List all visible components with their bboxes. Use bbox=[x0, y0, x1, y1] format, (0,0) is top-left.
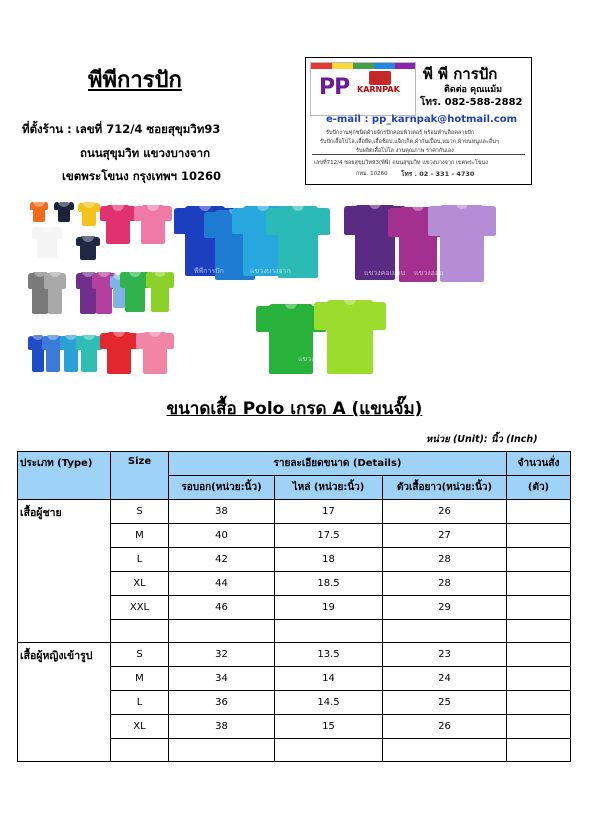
empty-cell bbox=[169, 620, 275, 643]
shoulder-cell: 17 bbox=[275, 500, 383, 524]
card-divider bbox=[312, 154, 525, 155]
chest-cell: 38 bbox=[169, 715, 275, 739]
chest-cell: 46 bbox=[169, 596, 275, 620]
shirt-body bbox=[48, 272, 62, 314]
size-table-title: ขนาดเสื้อ Polo เกรด A (แขนจั๊ม) bbox=[166, 399, 423, 419]
chest-cell: 38 bbox=[169, 500, 275, 524]
shirt-body bbox=[440, 205, 484, 282]
length-cell: 28 bbox=[383, 548, 507, 572]
size-cell: XL bbox=[111, 715, 169, 739]
shop-title: พีพีการปัก bbox=[88, 68, 182, 93]
logo-stripe bbox=[395, 63, 415, 69]
header-details: รายละเอียดขนาด (Details) bbox=[169, 452, 507, 476]
length-cell: 25 bbox=[383, 691, 507, 715]
shoulder-cell: 15 bbox=[275, 715, 383, 739]
shirt-body bbox=[141, 205, 165, 244]
polo-shirt bbox=[54, 200, 74, 222]
shoulder-cell: 14.5 bbox=[275, 691, 383, 715]
empty-cell bbox=[111, 620, 169, 643]
header-size: Size bbox=[111, 452, 169, 500]
shoulder-cell: 19 bbox=[275, 596, 383, 620]
qty-input-cell[interactable] bbox=[507, 500, 571, 524]
shirt-body bbox=[46, 335, 60, 372]
polo-shirt bbox=[78, 200, 100, 226]
polo-shirt bbox=[100, 328, 138, 374]
chest-cell: 36 bbox=[169, 691, 275, 715]
header-shoulder: ไหล่ (หน่วย:นิ้ว) bbox=[275, 476, 383, 500]
type-men: เสื้อผู้ชาย bbox=[18, 500, 111, 643]
qty-input-cell[interactable] bbox=[507, 620, 571, 643]
shoulder-cell: 17.5 bbox=[275, 524, 383, 548]
polo-shirt bbox=[44, 268, 66, 314]
table-row bbox=[18, 500, 571, 524]
logo-stripe bbox=[332, 63, 353, 69]
chest-cell: 32 bbox=[169, 643, 275, 667]
watermark-text: แขวงบางจาก bbox=[250, 267, 291, 275]
qty-input-cell[interactable] bbox=[507, 548, 571, 572]
card-services-1: รับปักงานทุกชนิดด้วยจักรปักคอมพิวเตอร์ พร้อมทำบล็อคลายปัก bbox=[326, 130, 475, 136]
qty-input-cell[interactable] bbox=[507, 524, 571, 548]
card-email: e-mail : pp_karnpak@hotmail.com bbox=[326, 114, 518, 125]
polo-shirt bbox=[146, 268, 174, 312]
size-cell: XXL bbox=[111, 596, 169, 620]
header-type: ประเภท (Type) bbox=[18, 452, 111, 500]
type-women: เสื้อผู้หญิงเข้ารูป bbox=[18, 643, 111, 762]
shirt-body bbox=[143, 332, 167, 374]
chest-cell: 42 bbox=[169, 548, 275, 572]
size-cell: M bbox=[111, 667, 169, 691]
length-cell: 27 bbox=[383, 524, 507, 548]
length-cell: 24 bbox=[383, 667, 507, 691]
logo-stripe bbox=[311, 63, 332, 69]
polo-shirt bbox=[30, 200, 48, 222]
empty-cell bbox=[383, 739, 507, 762]
empty-cell bbox=[275, 739, 383, 762]
unit-note: หน่วย (Unit): นิ้ว (Inch) bbox=[426, 434, 538, 445]
card-contact: ติดต่อ คุณแม้ม bbox=[444, 85, 503, 95]
size-cell: L bbox=[111, 548, 169, 572]
shirt-body bbox=[327, 300, 373, 374]
chest-cell: 34 bbox=[169, 667, 275, 691]
shirt-body bbox=[125, 272, 144, 312]
card-shop-name: พี พี การปัก bbox=[423, 65, 498, 83]
watermark-text: แขวงออบ bbox=[298, 355, 328, 363]
empty-cell bbox=[383, 620, 507, 643]
table-row bbox=[18, 643, 571, 667]
length-cell: 29 bbox=[383, 596, 507, 620]
polo-shirt bbox=[32, 224, 62, 258]
card-footer-post: กทม. 10260 bbox=[356, 171, 388, 177]
card-footer-address: เลขที่712/4 ซอยสุขุมวิท93(พีพี) ถนนสุขุมวิท แขวงบางจาก เขตพระโขนง bbox=[314, 160, 488, 166]
shop-address-line2: ถนนสุขุมวิท แขวงบางจาก bbox=[80, 146, 211, 160]
size-table bbox=[17, 451, 571, 762]
watermark-text: พีพีการปัก bbox=[194, 267, 224, 275]
shoulder-cell: 18 bbox=[275, 548, 383, 572]
logo-text: KARNPAK bbox=[357, 85, 400, 94]
size-cell: S bbox=[111, 643, 169, 667]
logo-stripe bbox=[374, 63, 395, 69]
business-card bbox=[305, 57, 532, 185]
brand-logo bbox=[310, 62, 416, 116]
size-cell: L bbox=[111, 691, 169, 715]
empty-cell bbox=[169, 739, 275, 762]
qty-input-cell[interactable] bbox=[507, 643, 571, 667]
shopping-bag-icon bbox=[369, 71, 391, 85]
header-qty-unit: (ตัว) bbox=[507, 476, 571, 500]
empty-cell bbox=[111, 739, 169, 762]
chest-cell: 44 bbox=[169, 572, 275, 596]
card-phone: โทร. 082-588-2882 bbox=[420, 97, 523, 108]
length-cell: 23 bbox=[383, 643, 507, 667]
size-cell: XL bbox=[111, 572, 169, 596]
qty-input-cell[interactable] bbox=[507, 739, 571, 762]
shop-address-line1: ที่ตั้งร้าน : เลขที่ 712/4 ซอยสุขุมวิท93 bbox=[22, 122, 221, 136]
shirt-body bbox=[106, 205, 129, 244]
shoulder-cell: 14 bbox=[275, 667, 383, 691]
header-qty: จำนวนสั่ง bbox=[507, 452, 571, 476]
polo-shirt bbox=[76, 332, 102, 372]
watermark-text: แขวงออบ bbox=[414, 269, 444, 277]
chest-cell: 40 bbox=[169, 524, 275, 548]
size-cell: M bbox=[111, 524, 169, 548]
header-chest: รอบอก(หน่วย:นิ้ว) bbox=[169, 476, 275, 500]
shop-address-line3: เขตพระโขนง กรุงเทพฯ 10260 bbox=[62, 169, 222, 183]
polo-shirt bbox=[76, 234, 100, 260]
card-footer-phone: โทร . 02 - 331 - 4730 bbox=[401, 170, 475, 178]
logo-stripe bbox=[353, 63, 374, 69]
qty-input-cell[interactable] bbox=[507, 691, 571, 715]
polo-shirt bbox=[136, 328, 174, 374]
polo-shirt bbox=[100, 202, 136, 244]
header-length: ตัวเสื้อยาว(หน่วย:นิ้ว) bbox=[383, 476, 507, 500]
length-cell: 26 bbox=[383, 500, 507, 524]
logo-pp: PP bbox=[319, 75, 350, 100]
qty-input-cell[interactable] bbox=[507, 667, 571, 691]
polo-shirt bbox=[134, 202, 172, 244]
shirt-body bbox=[107, 332, 131, 374]
watermark-text: แขวงคอเมาน bbox=[364, 269, 406, 277]
qty-input-cell[interactable] bbox=[507, 596, 571, 620]
qty-input-cell[interactable] bbox=[507, 715, 571, 739]
shoulder-cell: 13.5 bbox=[275, 643, 383, 667]
card-services-3: รับผลิตเสื้อโปโล งานคุณภาพ ราคากันเอง bbox=[356, 148, 454, 154]
length-cell: 26 bbox=[383, 715, 507, 739]
shirt-body bbox=[81, 335, 98, 372]
card-services-2: รับปักเสื้อโปโล,เสื้อยืด,เสื้อช็อป,แจ็กเก็ต,ผ้ากันเปื้อน,หมวก,ผ้าขนหนูและอื่นๆ bbox=[320, 139, 499, 145]
shoulder-cell: 18.5 bbox=[275, 572, 383, 596]
empty-cell bbox=[275, 620, 383, 643]
qty-input-cell[interactable] bbox=[507, 572, 571, 596]
length-cell: 28 bbox=[383, 572, 507, 596]
polo-shirt-photos bbox=[28, 194, 498, 384]
shirt-body bbox=[151, 272, 169, 312]
size-cell: S bbox=[111, 500, 169, 524]
